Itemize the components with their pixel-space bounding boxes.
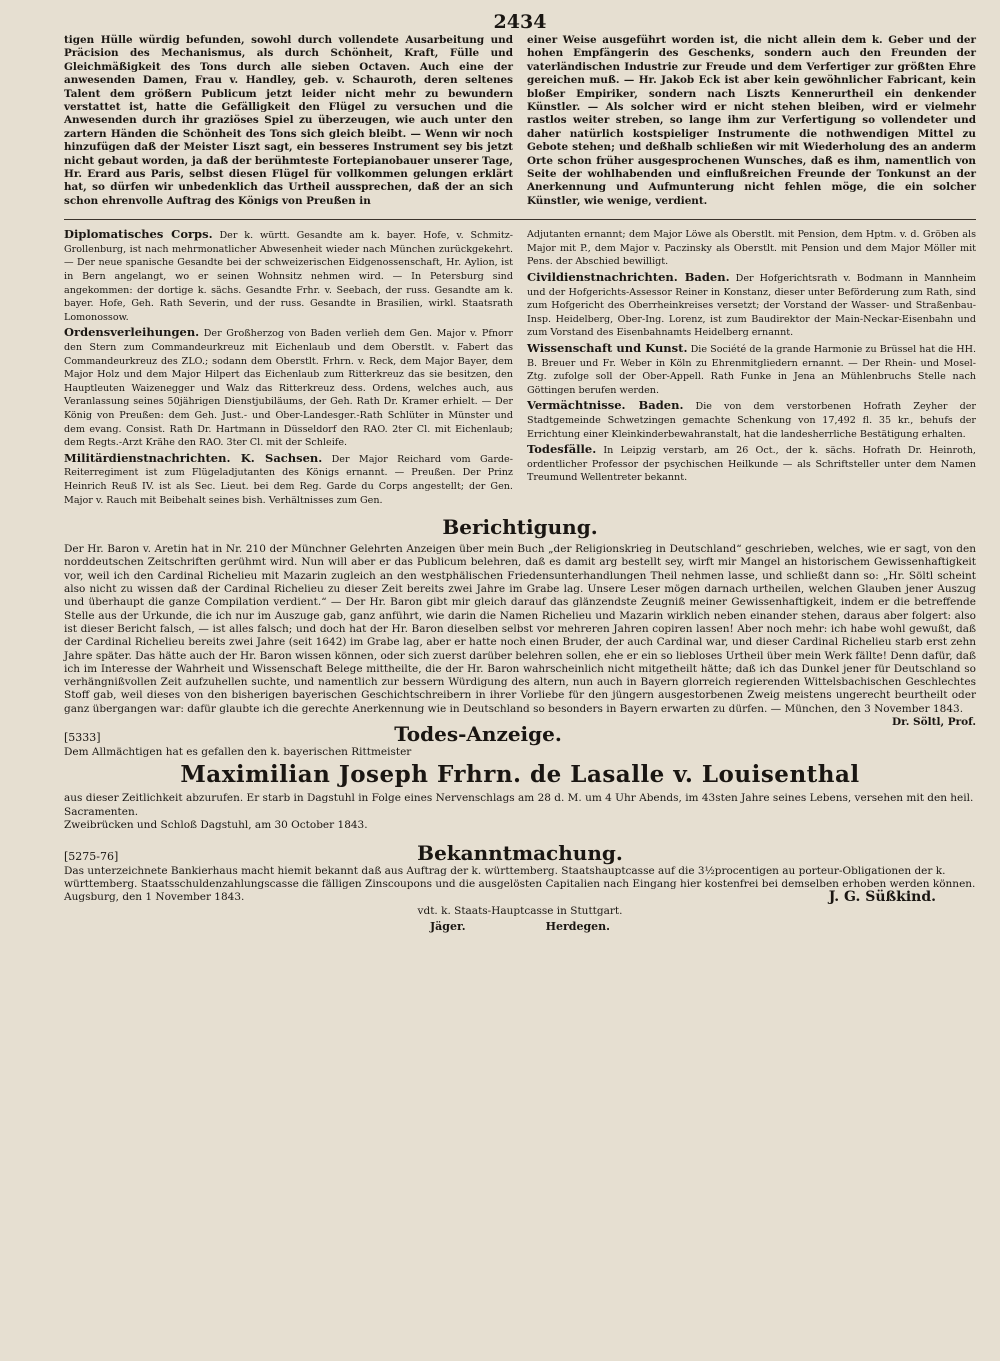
todes-title: Todes-Anzeige. [394,722,562,747]
note: Todesfälle. In Leipzig verstarb, am 26 Oct., der k. sächs. Hofrath Dr. Heinroth, ordentlicher Professor der psychischen Heilkunde — als Schriftsteller unter dem Namen Treumund Wellentreter bekannt. [527,442,976,484]
deceased-name: Maximilian Joseph Frhrn. de Lasalle v. Louisenthal [180,761,860,789]
berichtigung-title: Berichtigung. [442,515,598,540]
bekannt-title: Bekanntmachung. [417,840,623,865]
note: Vermächtnisse. Baden. Die von dem verstorbenen Hofrath Zeyher der Stadtgemeinde Schwetzingen gemachte Schenkung von 17,492 fl. 35 kr., behufs der Errichtung einer Kleinkinderbewahranstalt, hat die landesherrliche Bestätigung erhalten. [527,398,976,440]
note: Adjutanten ernannt; dem Major Löwe als Oberstlt. mit Pension, dem Hptm. v. d. Gröben als Major mit P., dem Major v. Paczinsky als Oberstlt. mit Pension und dem Major Möller mit Pens. der Abschied bewilligt. [527,229,976,268]
note: Civildienstnachrichten. Baden. Der Hofgerichtsrath v. Bodmann in Mannheim und der Hofgerichts-Assessor Reiner in Konstanz, dieser unter Beförderung zum Rath, sind zum Hofgericht des Oberrheinkreises versetzt; der Vorstand der Wasser- und Straßenbau-Insp. Heidelberg, Ober-Ing. Lorenz, ist zum Baudirektor der Main-Neckar-Eisenbahn und zum Vorstand des Eisenbahnamts Heidelberg ernannt. [527,270,976,339]
todes-anzeige-section [64,722,976,833]
bekannt-signature: J. G. Süßkind. [828,889,936,906]
officer-signature: Herdegen. [545,920,611,934]
note: Ordensverleihungen. Der Großherzog von Baden verlieh dem Gen. Major v. Pfnorr den Stern zum Commandeurkreuz mit Eichenlaub und dem Oberstlt. v. Fabert das Commandeurkreuz des ZLO.; sodann dem Oberstlt. Frhrn. v. Reck, dem Major Bayer, dem Major Holz und dem Major Hilpert das Eichenlaub zum Ritterkreuz das sie besitzen, den Hauptleuten Waizenegger und Walz das Ritterkreuz dess. Ordens, welches auch, aus Veranlassung seines 50jährigen Dienstjubiläums, der Geh. Rath Dr. Kramer erhielt. — Der König von Preußen: dem Geh. Just.- und Ober-Landesger.-Rath Schlüter in Münster und dem evang. Consist. Rath Dr. Hartmann in Düsseldorf den RAO. 2ter Cl. mit Eichenlaub; dem Regts.-Arzt Krähe den RAO. 3ter Cl. mit der Schleife. [64,325,513,449]
note: Militärdienstnachrichten. K. Sachsen. Der Major Reichard vom Garde-Reiterregiment ist zum Flügeladjutanten des Königs ernannt. — Preußen. Der Prinz Heinrich Reuß IV. ist als Sec. Lieut. bei dem Reg. Garde du Corps angestellt; der Gen. Major v. Rauch mit Beibehalt seines bish. Verhältnisses zum Gen. [64,450,513,506]
berichtigung-text: Der Hr. Baron v. Aretin hat in Nr. 210 der Münchner Gelehrten Anzeigen über mein Buch „der Religionskrieg in Deutschland“ geschrieben, welches, wie er sagt, von den norddeutschen Zeitschriften gerühmt wird. Nun will aber er das Publicum belehren, daß es damit arg bestellt sey, wirft mir Mangel an historischem Gewissenhaftigkeit vor, weil ich den Cardinal Richelieu mit Mazarin zugleich an den westphälischen Friedensunterhandlungen Theil nehmen lasse, und schließt dann so: „Hr. Söltl scheint also nicht zu wissen daß der Cardinal Richelieu zu dieser Zeit bereits zwei Jahre im Grabe lag. Unsere Leser mögen darnach urtheilen, welchen Glauben jener Auszug und überhaupt die ganze Compilation verdient.“ — Der Hr. Baron gibt mir gleich darauf das glänzendste Zeugniß meiner Gewissenhaftigkeit, indem er die betreffende Stelle aus der Urkunde, die ich nur im Auszuge gab, ganz anführt, wie darin die Namen Richelieu und Mazarin wirklich neben einander stehen, daraus aber folgert: also ist dieser Bericht falsch, — ist alles falsch; und doch hat der Hr. Baron dieselben selbst vor mehreren Jahren copiren lassen! Aber noch mehr: ich habe wohl gewußt, daß der Cardinal Richelieu bereits zwei Jahre (seit 1642) im Grabe lag, aber er hatte noch einen Bruder, der auch Cardinal war, und dieser Cardinal Richelieu starb erst zehn Jahre später. Das hätte auch der Hr. Baron wissen können, oder sich zuerst darüber belehren sollen, ehe er ein so liebloses Urtheil über mein Werk fällte! Denn dafür, daß ich im Interesse der Wahrheit und Wissenschaft Belege mittheilte, die der Hr. Baron wahrscheinlich nicht mitgetheilt hätte; daß ich das Dunkel jener für Deutschland so verhängnißvollen Zeit aufzuhellen suchte, und namentlich zur bessern Würdigung des altern, nun auch in Bayern glorreich regierenden Wittelsbachischen Geschlechtes Stoff gab, weil dieses von den bisherigen bayerischen Geschichtschreibern in ihrer Vorliebe für den jüngern ausgestorbenen Zweig meistens ungerecht beurtheilt oder ganz übergangen war: dafür glaubte ich die gerechte Anerkennung wie in Deutschland so besonders in Bayern erwarten zu dürfen. — München, den 3 November 1843. Dr. Söltl, Prof. [64,543,976,729]
bekannt-text: Das unterzeichnete Bankierhaus macht hiemit bekannt daß aus Auftrag der k. württemberg. Staatshauptcasse auf die 3½procentigen au porteur-Obligationen der k. württemberg. Staatsschuldenzahlungscasse die fälligen Zinscoupons und die ausgelösten Capitalien nach Eingang hier kostenfrei bei demselben erhoben werden können. [64,864,976,891]
top-left-column: tigen Hülle würdig befunden, sowohl durch vollendete Ausarbeitung und Präcision des Mechanismus, als durch Schönheit, Kraft, Fülle und Gleichmäßigkeit des Tons durch alle sieben Octaven. Auch eine der anwesenden Damen, Frau v. Handley, geb. v. Schauroth, deren seltenes Talent dem größern Publicum jetzt leider nicht mehr zu bewundern verstattet ist, hatte die Gefälligkeit den Flügel zu versuchen und die Anwesenden durch ihr graziöses Spiel zu überzeugen, wie auch unter den zartern Händen die Schönheit des Tons sich gleich bleibt. — Wenn wir noch hinzufügen daß der Meister Liszt sagt, ein besseres Instrument sey bis jetzt nicht gebaut worden, ja daß der berühmteste Fortepianobauer unserer Tage, Hr. Erard aus Paris, selbst diesen Flügel für vollkommen gelungen erklärt hat, so dürfen wir unbedenklich das Urtheil aussprechen, daß der an sich schon ehrenvolle Auftrag des Königs von Preußen in [64,34,513,207]
bekannt-vdt: vdt. k. Staats-Hauptcasse in Stuttgart. [417,904,623,917]
news-notes [64,228,976,509]
berichtigung-section [64,515,976,729]
todes-text: aus dieser Zeitlichkeit abzurufen. Er starb in Dagstuhl in Folge eines Nervenschlags am 28 d. M. um 4 Uhr Abends, im 43sten Jahre seines Lebens, versehen mit den heil. Sacramenten. [64,792,974,818]
notes-right-column [527,228,976,509]
top-right-column: einer Weise ausgeführt worden ist, die nicht allein dem k. Geber und der hohen Empfängerin des Geschenks, sondern auch den Freunden der vaterländischen Industrie zur Freude und dem Verfertiger zur größten Ehre gereichen muß. — Hr. Jakob Eck ist aber kein gewöhnlicher Fabricant, kein bloßer Empiriker, sondern nach Liszts Kennerurtheil ein denkender Künstler. — Als solcher wird er nicht stehen bleiben, wird er vielmehr rastlos weiter streben, so lange ihm zur Verfertigung so vollendeter und daher natürlich kostspieliger Instrumente die nothwendigen Mittel zu Gebote stehen; und deßhalb schließen wir mit Wiederholung des an anderm Orte schon früher ausgesprochenen Wunsches, daß es ihm, namentlich von Seite der wohlhabenden und einflußreichen Freunde der Tonkunst an der Anerkennung und Aufmunterung nicht fehlen möge, die ein solcher Künstler, wie wenige, verdient. [527,34,976,207]
page-number: 2434 [493,11,547,33]
bekanntmachung-section [64,841,976,934]
note: Diplomatisches Corps. Der k. württ. Gesandte am k. bayer. Hofe, v. Schmitz-Grollenburg, ist nach mehrmonatlicher Abwesenheit wieder nach München zurückgekehrt. — Der neue spanische Gesandte bei der schweizerischen Eidgenossenschaft, Hr. Aylion, ist in Bern angelangt, wo er seinen Wohnsitz nehmen wird. — In Petersburg sind angekommen: der dortige k. sächs. Gesandte Frhr. v. Seebach, der russ. Gesandte am k. bayer. Hofe, Geh. Rath Severin, und der russ. Gesandte in Brasilien, wirkl. Staatsrath Lomonossow. [64,227,514,323]
top-article [64,34,976,208]
divider [64,219,976,220]
note: Wissenschaft und Kunst. Die Société de la grande Harmonie zu Brüssel hat die HH. B. Breuer und Fr. Weber in Köln zu Ehrenmitgliedern ernannt. — Der Rhein- und Mosel-Ztg. zufolge soll der Ober-Appell. Rath Funke in Jena an Mühlenbruchs Stelle nach Göttingen berufen werden. [527,341,976,396]
bekannt-ref: [5275-76] [64,849,119,863]
berichtigung-signature: Dr. Söltl, Prof. [892,716,976,729]
notes-left-column [64,228,513,509]
officer-signature: Jäger. [429,920,466,934]
todes-ref: [5333] [64,731,101,745]
todes-intro: Dem Allmächtigen hat es gefallen den k. bayerischen Rittmeister [64,746,412,759]
bekannt-place: Augsburg, den 1 November 1843. [64,891,245,904]
todes-place: Zweibrücken und Schloß Dagstuhl, am 30 October 1843. [64,819,368,832]
